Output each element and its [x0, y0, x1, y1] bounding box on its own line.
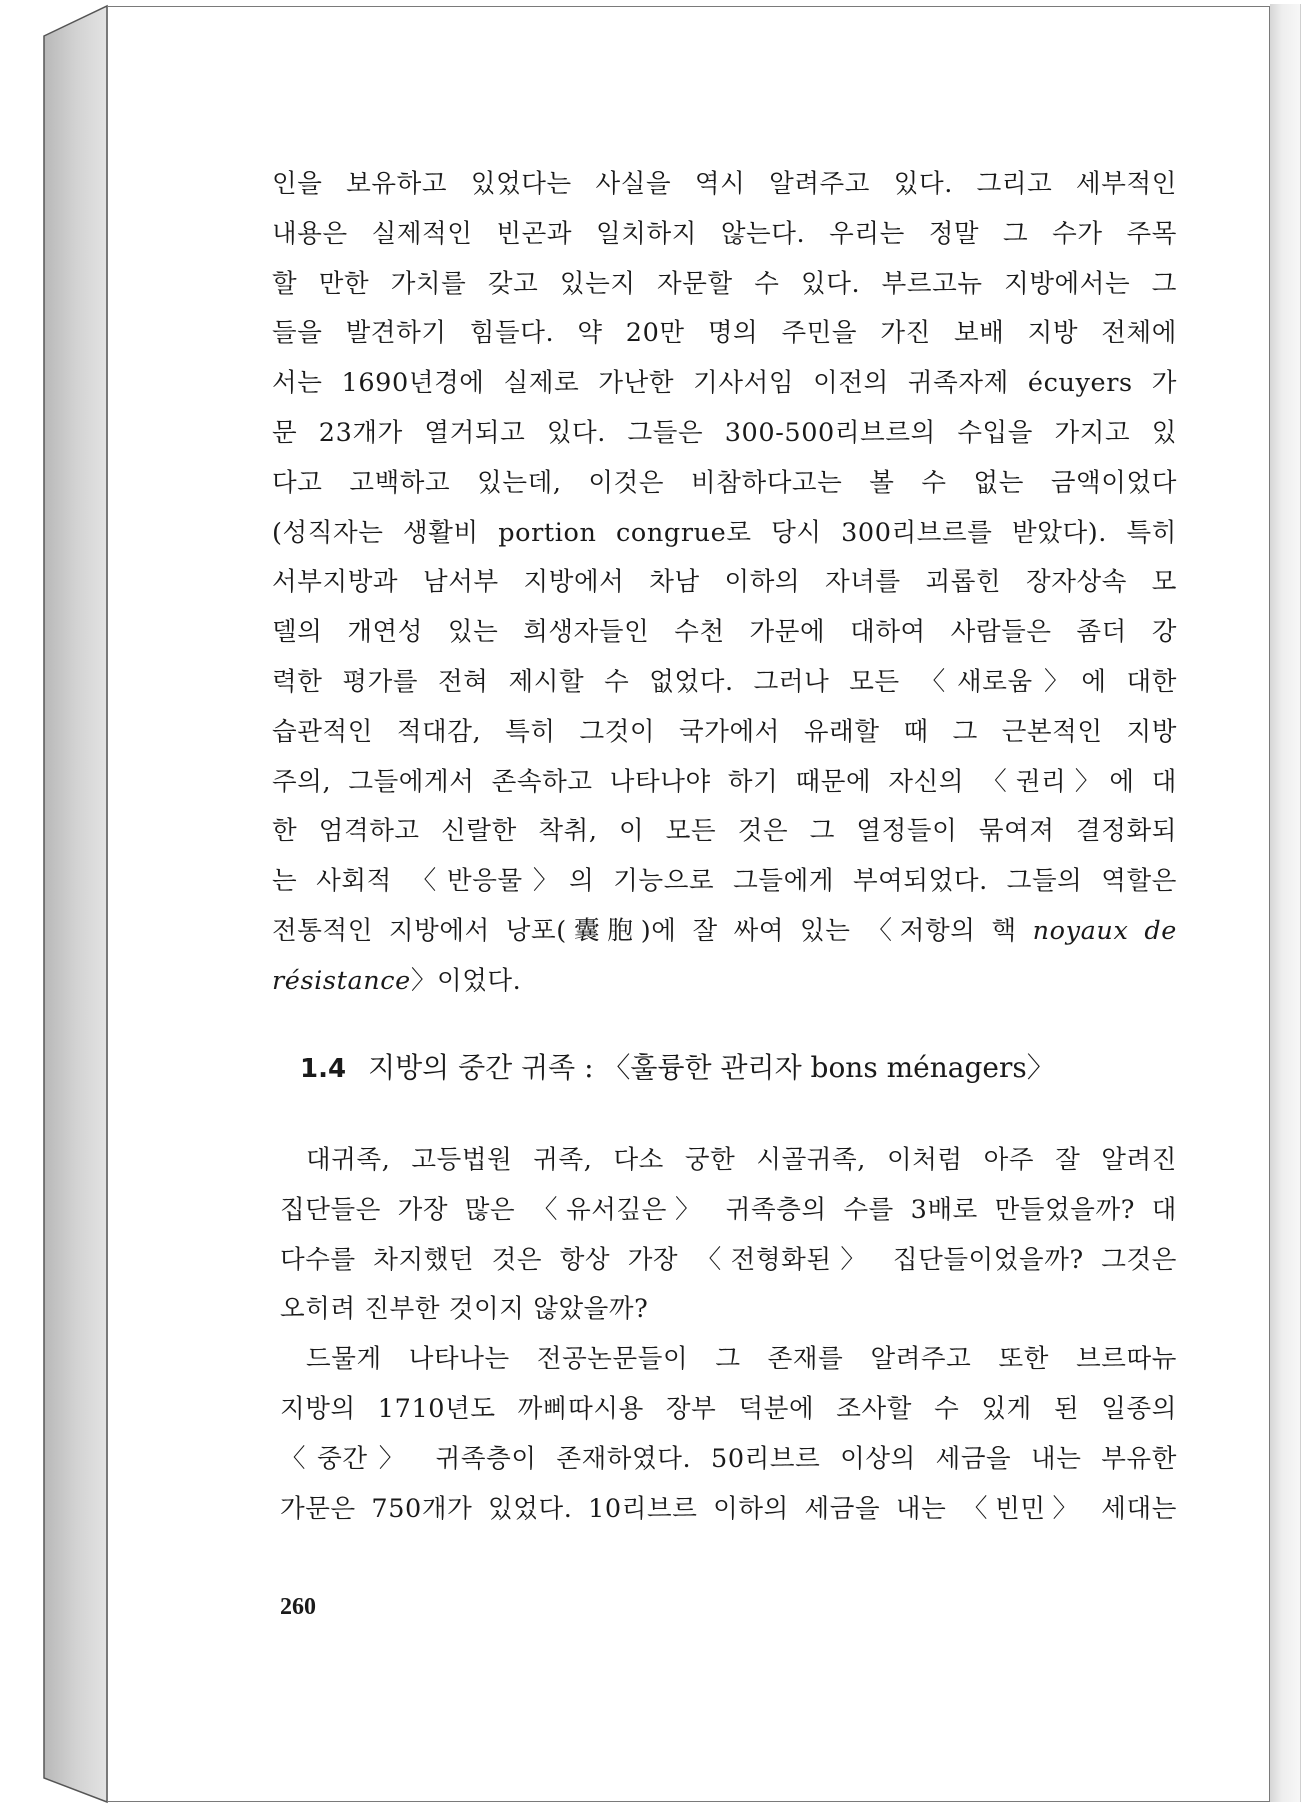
text-line: 할 만한 가치를 갖고 있는지 자문할 수 있다. 부르고뉴 지방에서는 그: [272, 268, 1177, 299]
text-line: 습관적인 적대감, 특히 그것이 국가에서 유래할 때 그 근본적인 지방: [272, 716, 1177, 747]
text-line: 다고 고백하고 있는데, 이것은 비참하다고는 볼 수 없는 금액이었다: [272, 467, 1177, 498]
text-line: 는 사회적 〈반응물〉의 기능으로 그들에게 부여되었다. 그들의 역할은: [272, 866, 1177, 897]
text-segment: 전통적인 지방에서 낭포(囊胞)에 잘 싸여 있는 〈저항의 핵: [272, 915, 1017, 946]
text-line: 대귀족, 고등법원 귀족, 다소 궁한 시골귀족, 이처럼 아주 잘 알려진: [306, 1145, 1177, 1175]
text-line: 서부지방과 남서부 지방에서 차남 이하의 자녀를 괴롭힌 장자상속 모: [272, 567, 1177, 598]
text-line: 델의 개연성 있는 희생자들인 수천 가문에 대하여 사람들은 좀더 강: [272, 617, 1177, 648]
text-line: 지방의 1710년도 까삐따시용 장부 덕분에 조사할 수 있게 된 일종의: [280, 1393, 1177, 1424]
text-line: 드물게 나타나는 전공논문들이 그 존재를 알려주고 또한 브르따뉴: [306, 1344, 1177, 1375]
text-line: 다수를 차지했던 것은 항상 가장 〈전형화된〉 집단들이었을까? 그것은: [280, 1244, 1177, 1275]
italic-term: résistance: [272, 965, 411, 996]
text-line: 문 23개가 열거되고 있다. 그들은 300-500리브르의 수입을 가지고 있: [272, 417, 1177, 448]
italic-term: noyaux de: [1032, 915, 1177, 946]
text-line: 집단들은 가장 많은 〈유서깊은〉 귀족층의 수를 3배로 만들었을까? 대: [280, 1194, 1177, 1225]
section-title: 지방의 중간 귀족 : 〈훌륭한 관리자 bons ménagers〉: [368, 1051, 1055, 1084]
text-line: 력한 평가를 전혀 제시할 수 없었다. 그러나 모든 〈새로움〉에 대한: [272, 666, 1177, 697]
text-line: [272, 957, 1177, 1007]
text-line: 서는 1690년경에 실제로 가난한 기사서임 이전의 귀족자제 écuyers 가: [272, 368, 1177, 399]
text-line: 〈중간〉 귀족층이 존재하였다. 50리브르 이상의 세금을 내는 부유한: [280, 1443, 1177, 1474]
section-heading: [300, 1040, 1200, 1097]
text-segment: 〉이었다.: [410, 965, 522, 996]
text-line: 가문은 750개가 있었다. 10리브르 이하의 세금을 내는 〈빈민〉 세대는: [280, 1493, 1177, 1524]
text-line: 주의, 그들에게서 존속하고 나타나야 하기 때문에 자신의 〈권리〉에 대: [272, 766, 1177, 797]
text-line: (성직자는 생활비 portion congrue로 당시 300리브르를 받았다). 특히: [272, 517, 1177, 548]
page-edge: [1270, 4, 1301, 1802]
text-line: 들을 발견하기 힘들다. 약 20만 명의 주민을 가진 보배 지방 전체에: [272, 318, 1177, 349]
body-paragraph-2: [280, 1136, 1177, 1534]
body-paragraph-1: [272, 160, 1177, 1007]
text-line: 내용은 실제적인 빈곤과 일치하지 않는다. 우리는 정말 그 수가 주목: [272, 218, 1177, 249]
text-line: 인을 보유하고 있었다는 사실을 역시 알려주고 있다. 그리고 세부적인: [272, 169, 1177, 199]
section-number: 1.4: [300, 1054, 347, 1084]
text-line: 한 엄격하고 신랄한 착취, 이 모든 것은 그 열정들이 묶여져 결정화되: [272, 816, 1177, 847]
text-line: 오히려 진부한 것이지 않았을까?: [280, 1294, 649, 1325]
page-number: 260: [280, 1594, 316, 1620]
text-line: [272, 907, 1177, 957]
